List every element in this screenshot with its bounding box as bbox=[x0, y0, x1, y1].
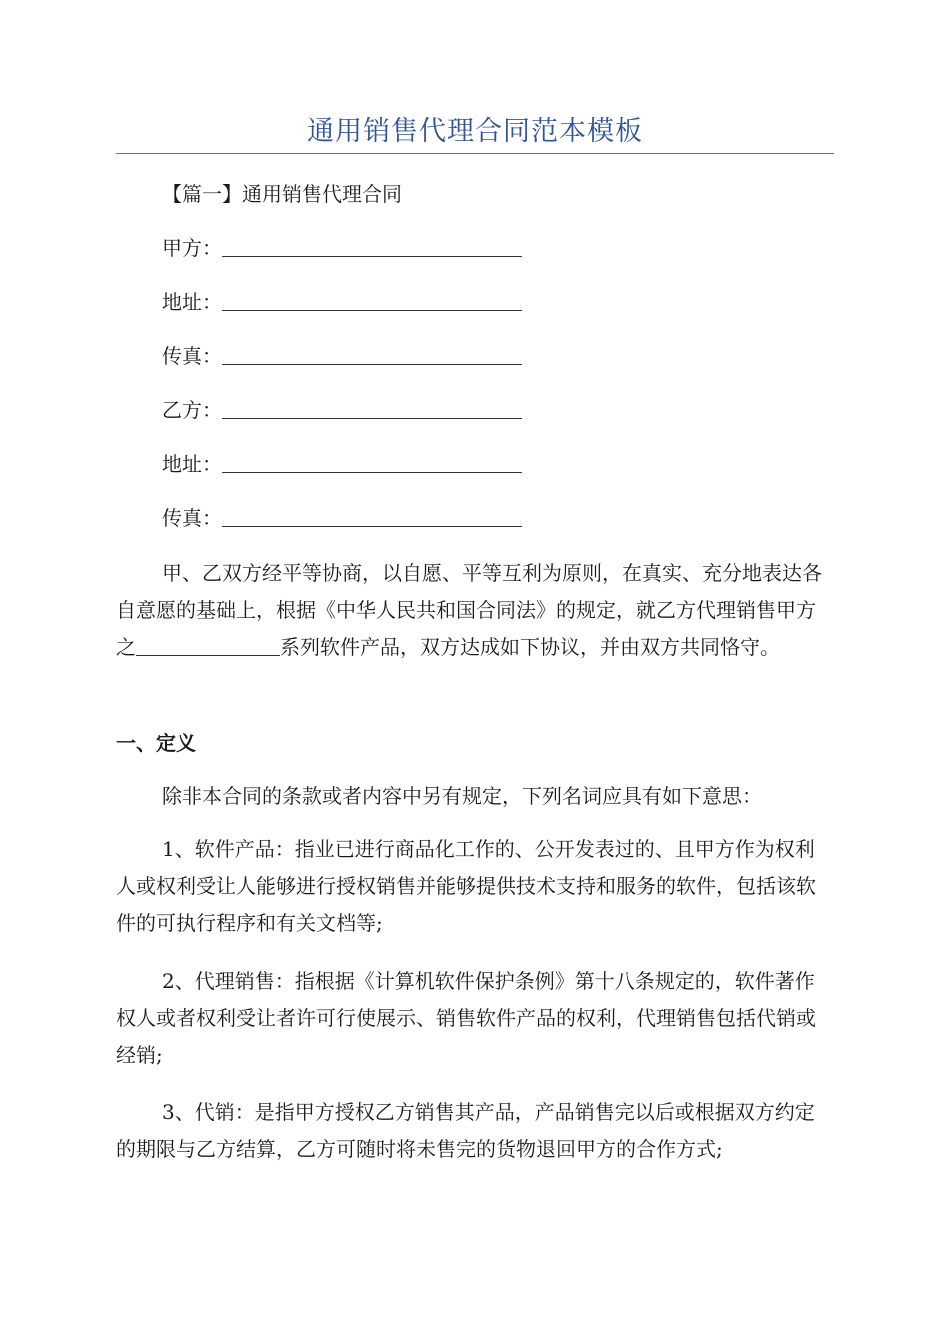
field-label: 甲方： bbox=[162, 236, 222, 260]
definition-item-consignment: 3、代销：是指甲方授权乙方销售其产品，产品销售完以后或根据双方约定的期限与乙方结算，乙方可随时将未售完的货物退回甲方的合作方式; bbox=[116, 1100, 815, 1161]
fill-in-blank[interactable] bbox=[222, 342, 522, 365]
field-label: 乙方： bbox=[162, 398, 222, 422]
fill-in-blank[interactable] bbox=[222, 288, 522, 311]
fill-in-blank[interactable] bbox=[222, 450, 522, 473]
section-heading-definitions: 一、定义 bbox=[116, 731, 196, 755]
party-a-fax-field bbox=[162, 341, 522, 371]
product-series-blank[interactable] bbox=[136, 635, 280, 656]
field-label: 传真： bbox=[162, 344, 222, 368]
intro-text-before: 甲、乙双方经平等协商，以自愿、平等互利为原则，在真实、充分地表达各自意愿的基础上，根据《中华人民共和国合同法》的规定，就乙方代理销售甲方之 bbox=[116, 561, 822, 659]
definition-item-software-product: 1、软件产品：指业已进行商品化工作的、公开发表过的、且甲方作为权利人或权利受让人能够进行授权销售并能够提供技术支持和服务的软件，包括该软件的可执行程序和有关文档等; bbox=[116, 837, 816, 935]
fill-in-blank[interactable] bbox=[222, 396, 522, 419]
definition-item-agency-sales: 2、代理销售：指根据《计算机软件保护条例》第十八条规定的，软件著作权人或者权利受让者许可行使展示、销售软件产品的权利，代理销售包括代销或经销; bbox=[116, 969, 816, 1067]
section-label: 【篇一】通用销售代理合同 bbox=[162, 182, 402, 206]
field-label: 地址： bbox=[162, 290, 222, 314]
fill-in-blank[interactable] bbox=[222, 504, 522, 527]
party-a-field bbox=[162, 233, 522, 263]
party-a-address-field bbox=[162, 287, 522, 317]
title-underline bbox=[116, 153, 834, 154]
field-label: 地址： bbox=[162, 452, 222, 476]
fill-in-blank[interactable] bbox=[222, 234, 522, 257]
document-title: 通用销售代理合同范本模板 bbox=[307, 116, 643, 147]
party-b-field bbox=[162, 395, 522, 425]
intro-text-after: 系列软件产品，双方达成如下协议，并由双方共同恪守。 bbox=[280, 635, 780, 659]
intro-paragraph bbox=[116, 555, 834, 666]
definition-intro: 除非本合同的条款或者内容中另有规定，下列名词应具有如下意思： bbox=[162, 784, 762, 808]
party-b-fax-field bbox=[162, 503, 522, 533]
party-b-address-field bbox=[162, 449, 522, 479]
field-label: 传真： bbox=[162, 506, 222, 530]
